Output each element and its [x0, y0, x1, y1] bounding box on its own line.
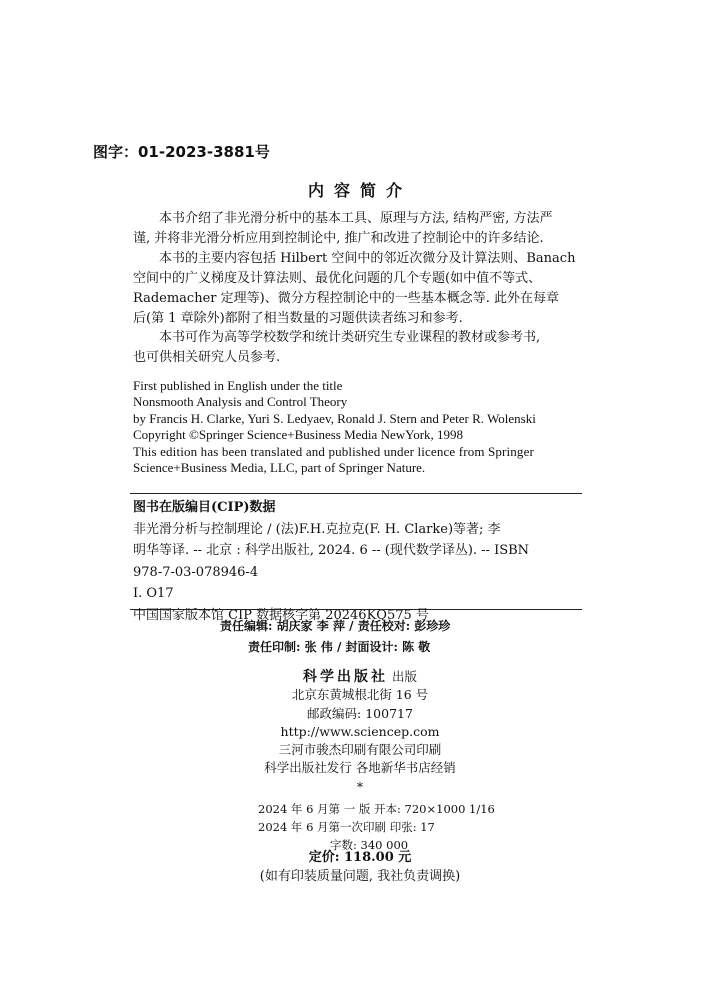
- editors-line: 责任印制: 张 伟 / 封面设计: 陈 敬: [248, 640, 431, 654]
- spec-line: 字数: 340 000: [330, 838, 409, 852]
- price-block: [0, 848, 720, 886]
- english-line: by Francis H. Clarke, Yuri S. Ledyaev, Ronald J. Stern and Peter R. Wolenski: [133, 410, 536, 426]
- publisher-address: 北京东黄城根北街 16 号: [291, 687, 429, 703]
- cip-block: [133, 497, 529, 626]
- cip-title: 图书在版编目(CIP)数据: [133, 500, 276, 515]
- spec-line: 2024 年 6 月第一次印刷 印张: 17: [258, 820, 435, 834]
- publisher-name: 科学出版社: [303, 669, 388, 685]
- intro-p3-line: 也可供相关研究人员参考.: [133, 350, 281, 365]
- publisher-website: http://www.sciencep.com: [280, 723, 440, 739]
- english-line: Science+Business Media, LLC, part of Springer Nature.: [133, 460, 426, 476]
- english-line: This edition has been translated and published under licence from Springer: [133, 443, 534, 459]
- printer: 三河市骏杰印刷有限公司印刷: [278, 742, 442, 758]
- intro-paragraph-2: [133, 249, 588, 329]
- intro-p1-line: 本书介绍了非光滑分析中的基本工具、原理与方法, 结构严密, 方法严: [159, 211, 553, 226]
- intro-p2-line: Rademacher 定理等)、微分方程控制论中的一些基本概念等. 此外在每章: [133, 291, 559, 306]
- intro-paragraph-3: [133, 328, 588, 368]
- intro-p3-line: 本书可作为高等学校数学和统计类研究生专业课程的教材或参考书,: [159, 330, 541, 345]
- cip-line: 明华等译. -- 北京 : 科学出版社, 2024. 6 -- (现代数学译丛). -- ISBN: [133, 543, 530, 558]
- quality-note: (如有印装质量问题, 我社负责调换): [259, 869, 461, 884]
- editors-line: 责任编辑: 胡庆家 李 萍 / 责任校对: 彭珍珍: [220, 619, 451, 633]
- publisher-block: [0, 668, 720, 796]
- intro-p2-line: 空间中的广义梯度及计算法则、最优化问题的几个专题(如中值不等式、: [133, 271, 542, 286]
- cip-line: 中国国家版本馆 CIP 数据核字第 20246KQ575 号: [133, 607, 429, 623]
- registration-number: 图字：01-2023-3881号: [93, 143, 270, 161]
- publisher-name-suffix: 出版: [388, 669, 417, 684]
- english-line: Copyright ©Springer Science+Business Media NewYork, 1998: [133, 427, 464, 443]
- english-copyright-block: [133, 378, 593, 476]
- cip-line: 978-7-03-078946-4: [133, 564, 259, 580]
- spec-line: 2024 年 6 月第 一 版 开本: 720×1000 1/16: [258, 802, 495, 816]
- english-line: First published in English under the title: [133, 378, 343, 393]
- english-line: Nonsmooth Analysis and Control Theory: [133, 394, 348, 410]
- distribution: 科学出版社发行 各地新华书店经销: [264, 760, 456, 776]
- cip-bottom-divider: [130, 609, 582, 610]
- publisher-postcode: 邮政编码: 100717: [307, 705, 413, 721]
- intro-p2-line: 后(第 1 章除外)都附了相当数量的习题供读者练习和参考.: [133, 311, 463, 326]
- intro-p1-line: 谨, 并将非光滑分析应用到控制论中, 推广和改进了控制论中的许多结论.: [133, 231, 544, 246]
- star-separator: *: [356, 778, 364, 794]
- intro-p2-line: 本书的主要内容包括 Hilbert 空间中的邻近次微分及计算法则、Banach: [159, 251, 576, 266]
- print-specifications: [258, 800, 495, 854]
- cip-top-divider: [130, 493, 582, 494]
- cip-line: 非光滑分析与控制理论 / (法)F.H.克拉克(F. H. Clarke)等著; 李: [133, 521, 501, 537]
- cip-line: Ⅰ. O17: [133, 586, 174, 601]
- editorial-credits: [220, 616, 450, 658]
- intro-paragraph-1: [133, 209, 588, 249]
- content-summary-heading: 内容简介: [307, 181, 412, 200]
- price: 定价: 118.00 元: [308, 850, 412, 865]
